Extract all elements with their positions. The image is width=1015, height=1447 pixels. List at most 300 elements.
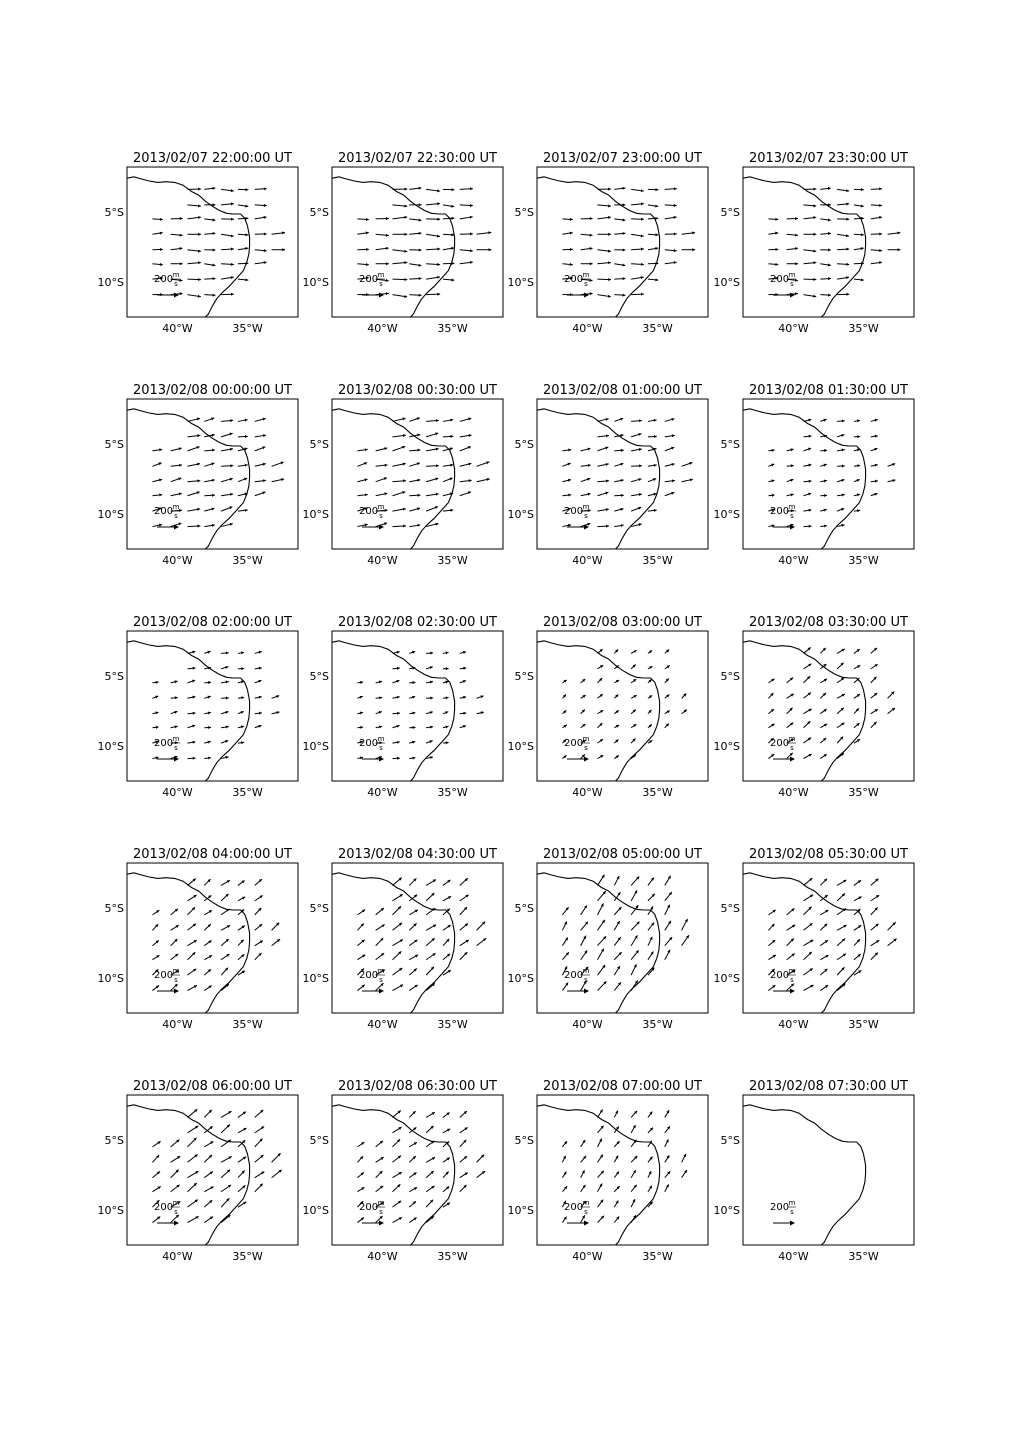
wind-vector-head [386,217,389,220]
wind-vector-head [795,262,798,265]
x-tick-label: 40°W [778,786,809,799]
reference-unit-denominator: s [379,976,383,984]
y-tick-label: 10°S [507,739,534,753]
wind-vector-head [570,248,573,251]
reference-unit-numerator: m [788,503,796,511]
wind-vector-head [775,248,778,251]
wind-vector-head [795,217,798,220]
wind-vector-head [403,479,406,482]
wind-vector-head [879,187,882,190]
reference-arrow-head [790,1221,795,1226]
reference-arrow-label: 200 [564,274,584,285]
y-tick-label: 5°S [104,437,124,451]
x-tick-label: 40°W [162,554,193,567]
wind-vector-head [828,294,831,297]
map-panel [714,1079,914,1263]
wind-vector-head [437,293,440,296]
wind-vector-head [795,292,798,295]
y-tick-label: 5°S [104,205,124,219]
wind-vector-head [403,524,406,527]
panel-title: 2013/02/08 03:00:00 UT [542,615,703,630]
map-panel [508,151,708,335]
wind-vector-head [180,217,183,220]
reference-arrow-head [379,293,384,298]
map-panel [714,847,914,1031]
coastline [127,177,250,317]
map-panel [508,615,708,799]
panel-title: 2013/02/08 06:30:00 UT [337,1079,498,1094]
panel-title: 2013/02/07 22:00:00 UT [132,151,293,166]
x-tick-label: 35°W [232,1250,263,1263]
wind-vector-head [608,261,611,264]
coastline [537,873,660,1013]
map-panel [303,847,503,1031]
y-tick-label: 5°S [309,437,329,451]
coastline [743,1105,866,1245]
reference-unit-denominator: s [174,744,178,752]
reference-unit-numerator: m [172,1199,180,1207]
wind-vector-head [623,277,626,280]
reference-unit-denominator: s [174,512,178,520]
x-tick-label: 40°W [572,554,603,567]
y-tick-label: 5°S [104,1133,124,1147]
wind-vector-head [621,449,624,452]
x-tick-label: 35°W [232,322,263,335]
reference-unit-numerator: m [377,1199,385,1207]
coastline [127,873,250,1013]
map-panel [508,383,708,567]
x-tick-label: 35°W [642,322,673,335]
wind-vector-head [430,697,433,700]
wind-vector-head [160,248,163,251]
wind-vector-head [419,277,422,280]
reference-unit-numerator: m [172,967,180,975]
reference-arrow-head [379,989,384,994]
reference-arrow-label: 200 [154,970,174,981]
wind-vector-head [198,233,201,236]
reference-unit-denominator: s [790,744,794,752]
wind-vector-head [842,419,845,422]
y-tick-label: 5°S [514,437,534,451]
reference-arrow-head [790,293,795,298]
coastline [127,1105,250,1245]
x-tick-label: 35°W [642,786,673,799]
wind-vector-head [489,248,492,251]
coastline [332,177,455,317]
wind-vector-head [451,217,454,220]
x-tick-label: 35°W [232,554,263,567]
reference-unit-numerator: m [582,271,590,279]
wind-vector-head [590,292,593,295]
wind-vector-head [814,233,817,236]
wind-vector-head [366,248,369,251]
y-tick-label: 10°S [302,1203,329,1217]
wind-vector-head [861,278,864,281]
wind-vector-head [639,419,642,422]
reference-arrow-label: 200 [154,274,174,285]
wind-vector-head [160,263,163,266]
y-tick-label: 5°S [104,669,124,683]
map-panel [714,383,914,567]
reference-unit-numerator: m [788,735,796,743]
reference-arrow-label: 200 [770,970,790,981]
x-tick-label: 40°W [572,786,603,799]
wind-vector-head [608,233,611,236]
reference-unit-denominator: s [379,1208,383,1216]
wind-vector-head [212,494,215,497]
wind-vector-head [264,249,267,252]
reference-unit-denominator: s [584,976,588,984]
reference-arrow-head [174,293,179,298]
reference-unit-denominator: s [790,976,794,984]
reference-arrow-label: 200 [770,738,790,749]
wind-vector-head [160,218,163,221]
reference-arrow-label: 200 [770,274,790,285]
reference-arrow-label: 200 [154,738,174,749]
x-tick-label: 35°W [437,1250,468,1263]
wind-vector-head [282,248,285,251]
reference-arrow-head [790,757,795,762]
wind-vector-head [197,525,200,528]
map-panel [303,383,503,567]
x-tick-label: 35°W [642,1018,673,1031]
wind-vector-head [198,204,201,207]
x-tick-label: 40°W [367,322,398,335]
y-tick-label: 10°S [97,971,124,985]
wind-vector-head [813,188,816,191]
wind-vector-head [208,726,211,729]
reference-unit-denominator: s [379,744,383,752]
wind-vector-head [231,263,234,266]
reference-arrow-label: 200 [770,506,790,517]
coastline [332,1105,455,1245]
x-tick-label: 40°W [367,786,398,799]
wind-vector-head [846,202,849,205]
reference-arrow-label: 200 [359,274,379,285]
map-panel [98,847,298,1031]
wind-vector-head [230,464,233,467]
wind-vector-head [879,249,882,252]
map-panel [714,151,914,335]
y-tick-label: 10°S [507,1203,534,1217]
wind-vector-head [213,203,216,206]
map-panel [508,847,708,1031]
y-tick-label: 5°S [309,901,329,915]
y-tick-label: 5°S [720,437,740,451]
wind-vector-head [828,277,831,280]
panel-title: 2013/02/08 07:30:00 UT [748,1079,909,1094]
y-tick-label: 5°S [309,205,329,219]
y-tick-label: 10°S [507,971,534,985]
wind-vector-head [180,262,183,265]
x-tick-label: 40°W [778,322,809,335]
wind-vector-head [470,204,473,207]
reference-unit-denominator: s [584,1208,588,1216]
reference-unit-numerator: m [377,503,385,511]
wind-vector-head [813,261,816,264]
panel-title: 2013/02/08 06:00:00 UT [132,1079,293,1094]
wind-vector-head [212,449,215,452]
wind-vector-head [674,187,677,190]
wind-vector-head [608,188,611,191]
reference-unit-denominator: s [379,280,383,288]
wind-vector-head [623,248,626,251]
x-tick-label: 40°W [367,1018,398,1031]
wind-vector-head [590,234,593,237]
wind-vector-head [213,248,216,251]
reference-unit-numerator: m [377,967,385,975]
x-tick-label: 35°W [232,786,263,799]
wind-vector-head [226,697,229,700]
wind-vector-head [405,233,408,236]
reference-unit-numerator: m [377,271,385,279]
wind-vector-head [419,294,422,297]
wind-vector-head [608,204,611,207]
wind-vector-head [641,293,644,296]
wind-vector-head [842,465,845,468]
reference-unit-denominator: s [790,280,794,288]
x-tick-label: 35°W [437,554,468,567]
reference-arrow-label: 200 [359,738,379,749]
wind-vector-head [621,494,624,497]
coastline [743,873,866,1013]
wind-vector-head [366,218,369,221]
reference-arrow-head [379,1221,384,1226]
x-tick-label: 35°W [437,1018,468,1031]
x-tick-label: 40°W [572,1018,603,1031]
wind-vector-head [861,217,864,220]
wind-vector-head [452,188,455,191]
reference-unit-numerator: m [788,271,796,279]
wind-vector-head [230,419,233,422]
wind-vector-head [404,261,407,264]
wind-vector-head [674,232,677,235]
y-tick-label: 5°S [104,901,124,915]
reference-arrow-label: 200 [564,506,584,517]
y-tick-label: 5°S [720,901,740,915]
y-tick-label: 10°S [713,971,740,985]
wind-vector-head [419,248,422,251]
wind-vector-head [879,204,882,207]
wind-vector-head [366,263,369,266]
wind-vector-head [692,248,695,251]
wind-vector-head [412,681,415,684]
x-tick-label: 35°W [642,1250,673,1263]
reference-arrow-label: 200 [564,738,584,749]
wind-vector-head [775,263,778,266]
wind-vector-head [245,217,248,220]
wind-vector-head [386,234,389,237]
panel-title: 2013/02/07 22:30:00 UT [337,151,498,166]
wind-vector-head [264,204,267,207]
reference-arrow-head [584,989,589,994]
reference-unit-numerator: m [788,1199,796,1207]
wind-vector-head [264,232,267,235]
wind-vector-head [795,234,798,237]
y-tick-label: 10°S [302,971,329,985]
panel-title: 2013/02/08 02:00:00 UT [132,615,293,630]
reference-unit-denominator: s [584,512,588,520]
wind-vector-head [674,249,677,252]
reference-arrow-label: 200 [770,1202,790,1213]
panel-frame [743,1095,914,1245]
wind-vector-head [245,278,248,281]
x-tick-label: 40°W [778,1018,809,1031]
x-tick-label: 40°W [367,554,398,567]
wind-vector-head [193,757,196,760]
wind-vector-head [623,294,626,297]
x-tick-label: 40°W [162,1018,193,1031]
wind-vector-head [809,480,812,483]
wind-vector-head [397,712,400,715]
x-tick-label: 35°W [848,322,879,335]
coastline [743,409,866,549]
panel-title: 2013/02/08 04:30:00 UT [337,847,498,862]
x-tick-label: 35°W [232,1018,263,1031]
y-tick-label: 5°S [309,1133,329,1147]
wind-vector-head [197,479,200,482]
reference-unit-denominator: s [174,280,178,288]
wind-vector-head [857,435,860,438]
reference-unit-numerator: m [582,735,590,743]
reference-arrow-label: 200 [564,1202,584,1213]
wind-vector-head [198,261,201,264]
wind-vector-head [828,232,831,235]
x-tick-label: 40°W [162,1250,193,1263]
wind-vector-head [264,187,267,190]
wind-vector-head [245,188,248,191]
wind-vector-head [437,247,440,250]
coastline [537,177,660,317]
wind-vector-head [451,278,454,281]
coastline [537,1105,660,1245]
y-tick-label: 10°S [302,739,329,753]
wind-vector-head [608,278,611,281]
map-panel [303,1079,503,1263]
wind-vector-head [655,233,658,236]
x-tick-label: 40°W [367,1250,398,1263]
panel-title: 2013/02/08 04:00:00 UT [132,847,293,862]
reference-unit-numerator: m [582,967,590,975]
wind-vector-head [245,435,248,438]
wind-vector-head [437,218,440,221]
wind-vector-head [418,494,421,497]
x-tick-label: 40°W [572,1250,603,1263]
wind-vector-head [590,262,593,265]
reference-arrow-head [584,757,589,762]
wind-vector-head [879,232,882,235]
wind-vector-head [452,262,455,265]
wind-vector-head [450,435,453,438]
map-panel [508,1079,708,1263]
wind-vector-head [655,278,658,281]
y-tick-label: 5°S [720,205,740,219]
y-tick-label: 5°S [309,669,329,683]
wind-vector-head [231,202,234,205]
x-tick-label: 40°W [162,322,193,335]
wind-vector-head [846,218,849,221]
panel-title: 2013/02/08 03:30:00 UT [748,615,909,630]
wind-vector-head [212,232,215,235]
y-tick-label: 10°S [97,507,124,521]
wind-vector-head [386,262,389,265]
wind-vector-head [419,203,422,206]
wind-vector-head [775,218,778,221]
reference-arrow-label: 200 [154,1202,174,1213]
wind-vector-head [606,479,609,482]
y-tick-label: 5°S [720,669,740,683]
map-panel [714,615,914,799]
y-tick-label: 5°S [720,1133,740,1147]
reference-unit-numerator: m [788,967,796,975]
reference-arrow-head [174,1221,179,1226]
wind-vector-head [245,233,248,236]
panel-title: 2013/02/07 23:30:00 UT [748,151,909,166]
wind-vector-head [437,263,440,266]
panel-title: 2013/02/08 01:00:00 UT [542,383,703,398]
wind-vector-head [385,509,388,512]
wind-vector-head [226,651,229,654]
wind-vector-head [470,187,473,190]
reference-unit-numerator: m [582,1199,590,1207]
wind-vector-head [828,203,831,206]
wind-vector-head [436,464,439,467]
wind-vector-head [606,525,609,528]
x-tick-label: 40°W [778,554,809,567]
x-tick-label: 35°W [437,786,468,799]
panel-title: 2013/02/08 00:00:00 UT [132,383,293,398]
panel-title: 2013/02/08 05:30:00 UT [748,847,909,862]
y-tick-label: 10°S [713,1203,740,1217]
reference-arrow-label: 200 [359,1202,379,1213]
wind-vector-head [639,464,642,467]
y-tick-label: 10°S [507,275,534,289]
wind-vector-head [813,204,816,207]
y-tick-label: 10°S [97,739,124,753]
wind-vector-head [861,233,864,236]
wind-vector-head [231,248,234,251]
wind-vector-head [861,188,864,191]
y-tick-label: 10°S [713,275,740,289]
wind-vector-head [180,292,183,295]
coastline [332,873,455,1013]
wind-vector-head [241,667,244,670]
wind-vector-head [641,202,644,205]
wind-vector-head [397,757,400,760]
wind-vector-head [404,278,407,281]
y-tick-label: 5°S [514,1133,534,1147]
wind-vector-head [470,232,473,235]
wind-vector-head [470,249,473,252]
coastline [537,641,660,781]
reference-arrow-head [584,293,589,298]
reference-arrow-label: 200 [154,506,174,517]
wind-vector-head [641,263,644,266]
map-panel [303,615,503,799]
wind-vector-head [446,667,449,670]
wind-vector-head [436,419,439,422]
wind-vector-head [404,188,407,191]
wind-vector-head [674,204,677,207]
wind-vector-head [813,278,816,281]
wind-vector-head [231,293,234,296]
y-tick-label: 10°S [97,1203,124,1217]
map-panel [98,151,298,335]
wind-vector-head [413,726,416,729]
panel-title: 2013/02/08 07:00:00 UT [542,1079,703,1094]
x-tick-label: 40°W [572,322,603,335]
y-tick-label: 5°S [514,669,534,683]
